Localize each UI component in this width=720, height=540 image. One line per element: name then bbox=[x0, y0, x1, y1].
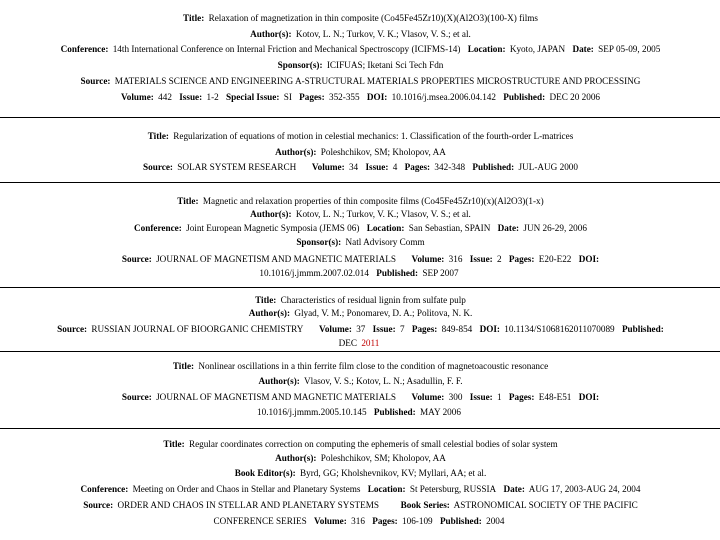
pages-label: Pages: bbox=[404, 162, 431, 172]
doi-label: DOI: bbox=[366, 92, 388, 102]
source-label: Source: bbox=[121, 392, 152, 402]
record-authors[interactable]: Poleshchikov, SM; Kholopov, AA bbox=[320, 147, 446, 157]
source-label: Source: bbox=[83, 500, 114, 510]
record-source: SOLAR SYSTEM RESEARCH bbox=[177, 162, 297, 172]
record-conference-line bbox=[0, 44, 720, 55]
record-published: JUL-AUG 2000 bbox=[518, 162, 578, 172]
pages-label: Pages: bbox=[299, 92, 325, 102]
record-title-line bbox=[0, 131, 720, 142]
record-published: MAY 2006 bbox=[420, 407, 461, 417]
record-location: St Petersburg, RUSSIA bbox=[409, 484, 497, 494]
record-source-line bbox=[0, 392, 720, 403]
source-label: Source: bbox=[121, 254, 152, 264]
record-pages: 342-348 bbox=[434, 162, 466, 172]
record-date: JUN 26-29, 2006 bbox=[523, 223, 587, 233]
doi-label: DOI: bbox=[578, 392, 600, 402]
record-authors[interactable]: Kotov, L. N.; Turkov, V. K.; Vlasov, V. S.; et al. bbox=[295, 209, 471, 219]
record-title-line bbox=[0, 196, 720, 207]
record-published: DEC 20 2006 bbox=[549, 92, 600, 102]
published-label: Published: bbox=[472, 162, 515, 172]
record-authors[interactable]: Kotov, L. N.; Turkov, V. K.; Vlasov, V. S.; et al. bbox=[295, 29, 471, 39]
record-1 bbox=[0, 0, 720, 118]
authors-label: Author(s): bbox=[248, 308, 291, 318]
sponsors-label: Sponsor(s): bbox=[296, 237, 342, 247]
record-conference-line bbox=[0, 223, 720, 234]
record-volume: 34 bbox=[348, 162, 359, 172]
record-source: JOURNAL OF MAGNETISM AND MAGNETIC MATERIALS bbox=[156, 392, 396, 402]
issue-label: Issue: bbox=[179, 92, 203, 102]
issue-label: Issue: bbox=[469, 392, 493, 402]
record-location: San Sebastian, SPAIN bbox=[408, 223, 491, 233]
record-series-line bbox=[0, 516, 720, 527]
special-issue-label: Special Issue: bbox=[226, 92, 280, 102]
record-authors-line bbox=[0, 308, 720, 319]
record-title[interactable]: Nonlinear oscillations in a thin ferrite film close to the condition of magnetoacoustic resonance bbox=[198, 361, 549, 371]
record-volume: 37 bbox=[356, 324, 366, 334]
record-published: 2004 bbox=[486, 516, 505, 526]
record-4 bbox=[0, 288, 720, 352]
issue-label: Issue: bbox=[365, 162, 389, 172]
record-pages: 106-109 bbox=[402, 516, 433, 526]
issue-label: Issue: bbox=[372, 324, 396, 334]
record-book-series-start: ASTRONOMICAL SOCIETY OF THE PACIFIC bbox=[453, 500, 638, 510]
record-issue: 1-2 bbox=[206, 92, 219, 102]
record-title[interactable]: Relaxation of magnetization in thin composite (Co45Fe45Zr10)(X)(Al2O3)(100-X) films bbox=[208, 13, 538, 23]
record-source-line bbox=[0, 324, 720, 335]
issue-label: Issue: bbox=[469, 254, 493, 264]
record-title[interactable]: Regularization of equations of motion in celestial mechanics: 1. Classification of the fourth-order L-matrices bbox=[173, 131, 574, 141]
record-volume: 316 bbox=[448, 254, 463, 264]
record-authors-line bbox=[0, 453, 720, 464]
date-label: Date: bbox=[497, 223, 520, 233]
record-doi[interactable]: 10.1016/j.jmmm.2007.02.014 bbox=[259, 268, 369, 278]
title-label: Title: bbox=[183, 13, 205, 23]
record-source: MATERIALS SCIENCE AND ENGINEERING A-STRUCTURAL MATERIALS PROPERTIES MICROSTRUCTURE AND PROCESSING bbox=[114, 76, 641, 86]
record-published-line bbox=[0, 338, 720, 349]
volume-label: Volume: bbox=[311, 162, 345, 172]
volume-label: Volume: bbox=[319, 324, 352, 334]
record-doi[interactable]: 10.1016/j.msea.2006.04.142 bbox=[391, 92, 496, 102]
record-authors[interactable]: Poleshchikov, SM; Kholopov, AA bbox=[320, 453, 446, 463]
conference-label: Conference: bbox=[80, 484, 129, 494]
authors-label: Author(s): bbox=[250, 29, 292, 39]
record-conference: Joint European Magnetic Symposia (JEMS 06) bbox=[186, 223, 360, 233]
authors-label: Author(s): bbox=[275, 453, 317, 463]
doi-label: DOI: bbox=[578, 254, 600, 264]
record-source-line bbox=[0, 500, 720, 511]
location-label: Location: bbox=[367, 484, 406, 494]
record-6 bbox=[0, 429, 720, 540]
record-location: Kyoto, JAPAN bbox=[509, 44, 566, 54]
record-date: SEP 05-09, 2005 bbox=[598, 44, 661, 54]
record-source-line bbox=[0, 254, 720, 265]
pages-label: Pages: bbox=[508, 392, 535, 402]
authors-label: Author(s): bbox=[275, 147, 317, 157]
record-doi[interactable]: 10.1016/j.jmmm.2005.10.145 bbox=[257, 407, 367, 417]
record-special-issue: SI bbox=[283, 92, 292, 102]
record-authors-line bbox=[0, 209, 720, 220]
record-title-line bbox=[0, 361, 720, 372]
title-label: Title: bbox=[172, 361, 195, 371]
record-issue: 7 bbox=[399, 324, 405, 334]
record-editors-line bbox=[0, 468, 720, 479]
record-title-line bbox=[0, 439, 720, 450]
published-label: Published: bbox=[503, 92, 546, 102]
source-label: Source: bbox=[80, 76, 111, 86]
record-authors[interactable]: Vlasov, V. S.; Kotov, L. N.; Asadullin, F. F. bbox=[303, 376, 463, 386]
record-pages: 352-355 bbox=[328, 92, 360, 102]
record-details-line bbox=[0, 92, 720, 103]
record-authors[interactable]: Glyad, V. M.; Ponomarev, D. A.; Politova, N. K. bbox=[294, 308, 473, 318]
record-issue: 4 bbox=[392, 162, 398, 172]
doi-label: DOI: bbox=[479, 324, 500, 334]
record-pages: 849-854 bbox=[441, 324, 473, 334]
editors-label: Book Editor(s): bbox=[234, 468, 296, 478]
record-source-line bbox=[0, 162, 720, 173]
volume-label: Volume: bbox=[411, 254, 445, 264]
record-5 bbox=[0, 352, 720, 429]
record-source: RUSSIAN JOURNAL OF BIOORGANIC CHEMISTRY bbox=[91, 324, 304, 334]
title-label: Title: bbox=[147, 131, 169, 141]
record-sponsors-line bbox=[0, 237, 720, 248]
record-doi[interactable]: 10.1134/S1068162011070089 bbox=[504, 324, 615, 334]
record-pages: E20-E22 bbox=[538, 254, 572, 264]
published-label: Published: bbox=[439, 516, 482, 526]
title-label: Title: bbox=[255, 295, 277, 305]
record-sponsors: Natl Advisory Comm bbox=[345, 237, 425, 247]
record-doi-line bbox=[0, 268, 720, 279]
record-book-series-end: CONFERENCE SERIES bbox=[213, 516, 307, 526]
source-label: Source: bbox=[143, 162, 173, 172]
record-authors-line bbox=[0, 29, 720, 40]
pages-label: Pages: bbox=[411, 324, 438, 334]
book-series-label: Book Series: bbox=[400, 500, 450, 510]
record-conference: Meeting on Order and Chaos in Stellar and Planetary Systems bbox=[132, 484, 361, 494]
conference-label: Conference: bbox=[60, 44, 109, 54]
record-editors: Byrd, GG; Kholshevnikov, KV; Myllari, AA; et al. bbox=[300, 468, 487, 478]
record-issue: 1 bbox=[497, 392, 502, 402]
record-2 bbox=[0, 118, 720, 183]
location-label: Location: bbox=[366, 223, 405, 233]
record-doi-line bbox=[0, 407, 720, 418]
record-source: ORDER AND CHAOS IN STELLAR AND PLANETARY SYSTEMS bbox=[117, 500, 380, 510]
date-label: Date: bbox=[572, 44, 594, 54]
record-conference: 14th International Conference on Internal Friction and Mechanical Spectroscopy (ICIFMS-14) bbox=[112, 44, 461, 54]
record-published-month: DEC bbox=[338, 338, 358, 348]
record-title[interactable]: Regular coordinates correction on computing the ephemeris of small celestial bodies of solar system bbox=[188, 439, 558, 449]
record-conference-line bbox=[0, 484, 720, 495]
published-label: Published: bbox=[373, 407, 416, 417]
authors-label: Author(s): bbox=[258, 376, 300, 386]
title-label: Title: bbox=[163, 439, 185, 449]
pages-label: Pages: bbox=[372, 516, 398, 526]
record-3 bbox=[0, 183, 720, 288]
record-issue: 2 bbox=[497, 254, 502, 264]
volume-label: Volume: bbox=[313, 516, 347, 526]
record-authors-line bbox=[0, 376, 720, 387]
volume-label: Volume: bbox=[121, 92, 154, 102]
volume-label: Volume: bbox=[411, 392, 445, 402]
record-title[interactable]: Characteristics of residual lignin from sulfate pulp bbox=[280, 295, 466, 305]
date-label: Date: bbox=[503, 484, 525, 494]
source-label: Source: bbox=[57, 324, 88, 334]
record-pages: E48-E51 bbox=[538, 392, 572, 402]
title-label: Title: bbox=[177, 196, 199, 206]
record-title[interactable]: Magnetic and relaxation properties of thin composite films (Co45Fe45Zr10)(x)(Al2O3)(1-x) bbox=[202, 196, 544, 206]
record-volume: 300 bbox=[448, 392, 463, 402]
record-sponsors-line bbox=[0, 60, 720, 71]
record-sponsors: ICIFUAS; Iketani Sci Tech Fdn bbox=[326, 60, 444, 70]
record-published: SEP 2007 bbox=[422, 268, 459, 278]
pages-label: Pages: bbox=[508, 254, 535, 264]
record-published-year: 2011 bbox=[361, 338, 380, 348]
record-volume: 316 bbox=[351, 516, 365, 526]
conference-label: Conference: bbox=[134, 223, 182, 233]
location-label: Location: bbox=[467, 44, 506, 54]
record-volume: 442 bbox=[158, 92, 172, 102]
record-source: JOURNAL OF MAGNETISM AND MAGNETIC MATERIALS bbox=[156, 254, 396, 264]
sponsors-label: Sponsor(s): bbox=[277, 60, 323, 70]
record-authors-line bbox=[0, 147, 720, 158]
published-label: Published: bbox=[621, 324, 664, 334]
record-source-line bbox=[0, 76, 720, 87]
published-label: Published: bbox=[376, 268, 419, 278]
authors-label: Author(s): bbox=[250, 209, 292, 219]
record-date: AUG 17, 2003-AUG 24, 2004 bbox=[528, 484, 641, 494]
record-title-line bbox=[0, 13, 720, 24]
record-title-line bbox=[0, 295, 720, 306]
